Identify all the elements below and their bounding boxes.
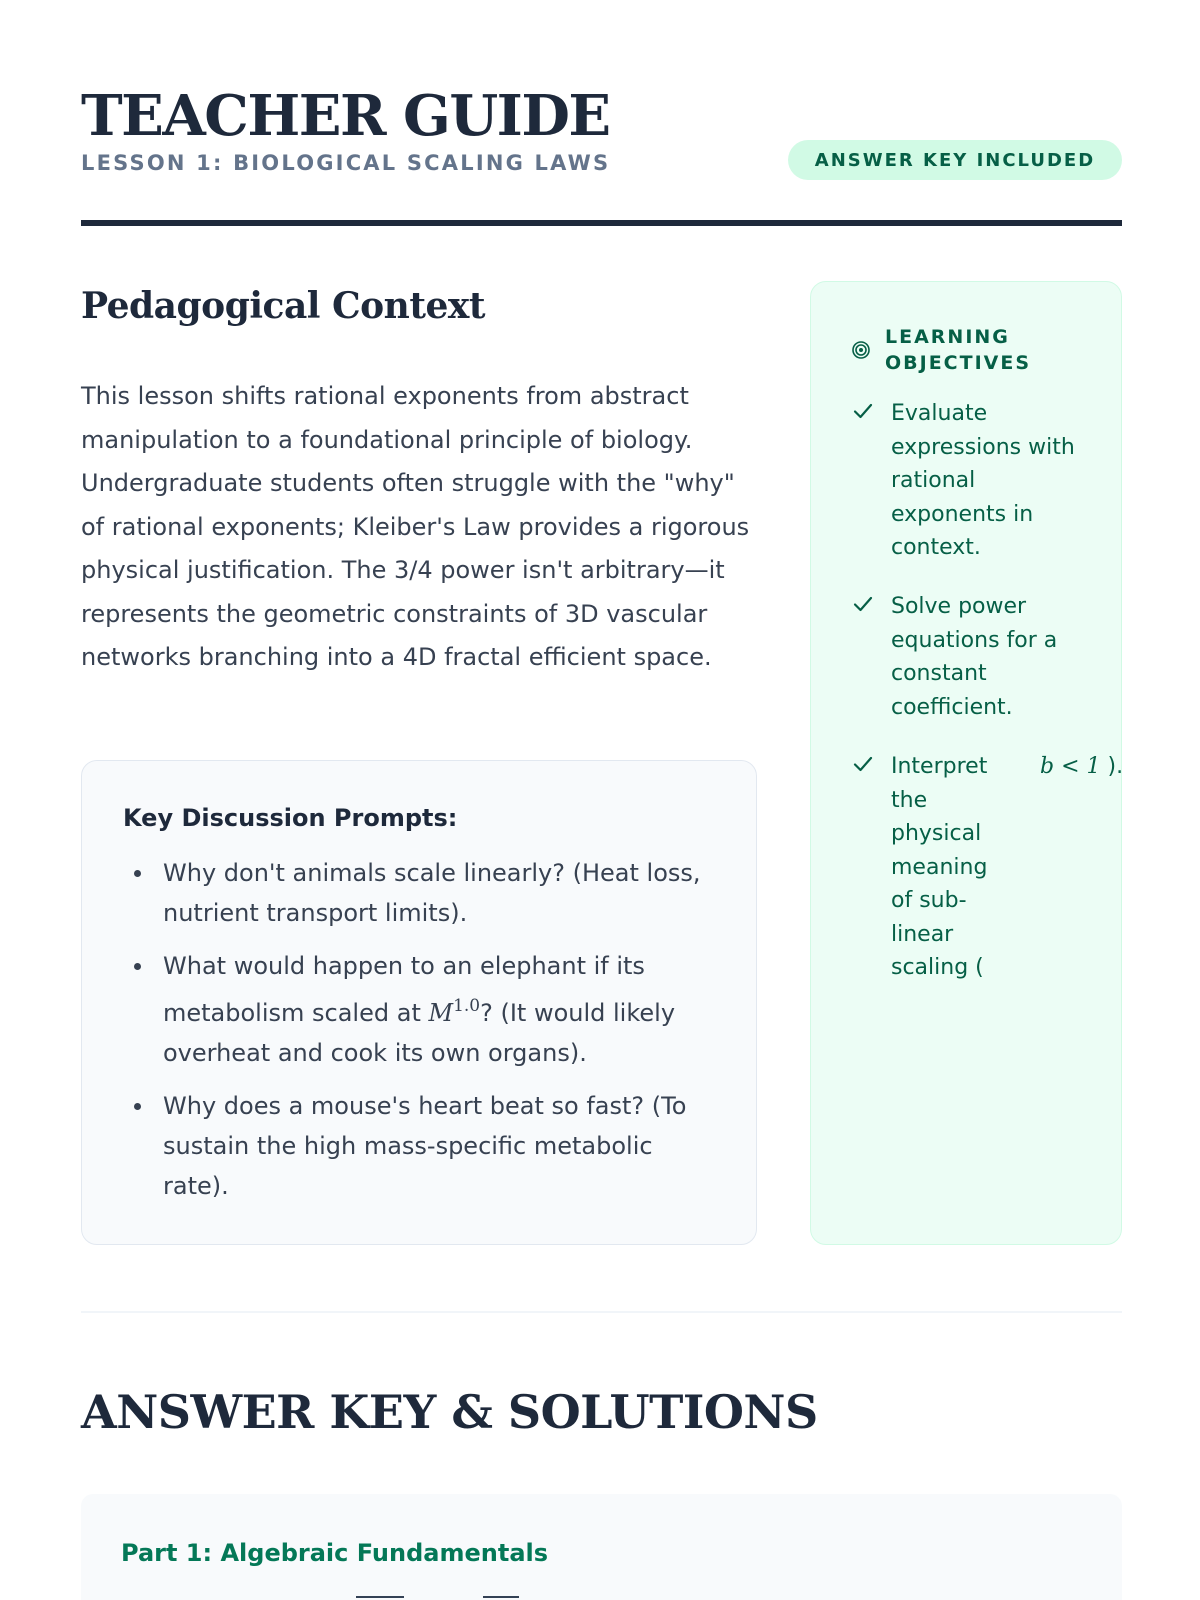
learning-objectives-panel: [810, 281, 1122, 1245]
teacher-guide-page: [81, 0, 1122, 1600]
math-expression: [428, 996, 481, 1027]
math-base: M: [428, 999, 454, 1027]
fraction-bar: [483, 1596, 519, 1598]
learning-objectives-title: LEARNING OBJECTIVES: [885, 326, 1032, 374]
learning-objectives-header: [851, 324, 1085, 376]
discussion-prompts-box: [81, 760, 757, 1245]
objective-math-tail: [1040, 750, 1123, 784]
check-icon: [851, 752, 875, 776]
fraction-bar: [356, 1596, 404, 1598]
list-item: [851, 590, 1091, 724]
bullet-icon: [134, 870, 141, 877]
discussion-prompts-list: [123, 853, 716, 1206]
list-item: [123, 1086, 716, 1206]
pedagogical-context-body: This lesson shifts rational exponents from abstract manipulation to a foundational principle of biology. Undergraduate students often struggle with the "why" of rational exponents; Kleiber's Law provides a rigorous physical justification. The 3/4 power isn't arbitrary—it represents the geometric constraints of 3D vascular networks branching into a 4D fractal efficient space.: [81, 382, 750, 671]
prompt-text-after: ? (It would likely overheat and cook its own organs).: [163, 999, 676, 1067]
check-icon: [851, 399, 875, 423]
objective-text: Evaluate expressions with rational exponents in context.: [891, 401, 1075, 560]
part-title: Part 1: Algebraic Fundamentals: [121, 1539, 549, 1567]
math-expression: b < 1: [1040, 754, 1101, 779]
discussion-prompts-title: Key Discussion Prompts:: [123, 804, 458, 832]
prompt-text-before: What would happen to an elephant if its metabolism scaled at: [163, 952, 645, 1027]
section-divider: [81, 1311, 1122, 1313]
pedagogical-context-heading: Pedagogical Context: [81, 285, 485, 327]
list-item: [851, 397, 1091, 565]
objective-text: Interpret the physical meaning of sub-linear scaling (: [891, 754, 988, 980]
objective-text: Solve power equations for a constant coefficient.: [891, 594, 1058, 720]
list-item: [123, 853, 716, 933]
answer-key-badge: ANSWER KEY INCLUDED: [788, 140, 1122, 180]
page-title: TEACHER GUIDE: [81, 83, 610, 149]
math-exponent: 1.0: [453, 996, 481, 1016]
answer-key-card: [81, 1494, 1122, 1600]
lesson-subtitle: LESSON 1: BIOLOGICAL SCALING LAWS: [81, 151, 611, 175]
target-icon: [851, 340, 871, 360]
prompt-text: Why don't animals scale linearly? (Heat loss, nutrient transport limits).: [163, 859, 701, 927]
list-item: [851, 750, 1124, 985]
answer-key-heading: ANSWER KEY & SOLUTIONS: [81, 1385, 818, 1439]
objective-tail-text: ).: [1107, 754, 1124, 779]
header-divider: [81, 220, 1122, 226]
prompt-text: Why does a mouse's heart beat so fast? (To sustain the high mass-specific metabolic rate).: [163, 1092, 687, 1200]
bullet-icon: [134, 963, 141, 970]
list-item: [123, 946, 716, 1073]
check-icon: [851, 592, 875, 616]
bullet-icon: [134, 1103, 141, 1110]
